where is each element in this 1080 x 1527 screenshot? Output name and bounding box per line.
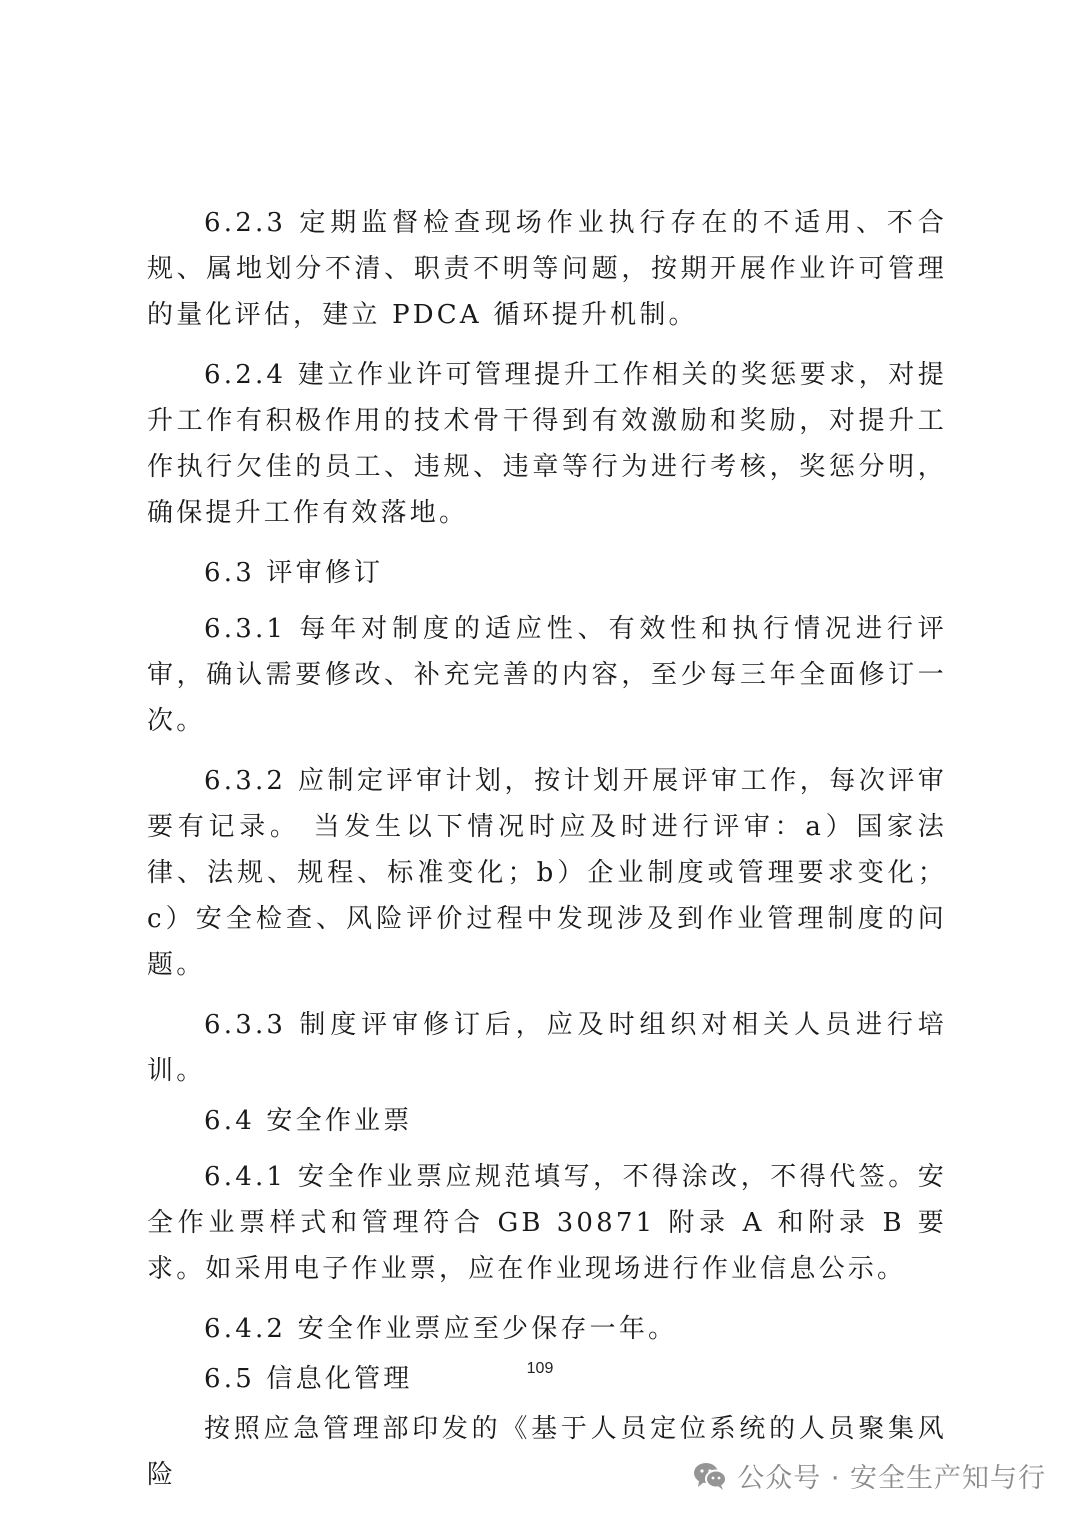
section-heading-6-5: 6.5 信息化管理 [204,1364,413,1394]
page-number: 109 [526,1360,554,1377]
paragraph-6-4-2: 6.4.2 安全作业票应至少保存一年。 [204,1314,678,1344]
wechat-icon [693,1461,727,1491]
section-heading-6-4: 6.4 安全作业票 [204,1106,413,1136]
paragraph-6-3-1: 6.3.1 每年对制度的适应性、有效性和执行情况进行评审，确认需要修改、补充完善的内容，至少每三年全面修订一次。 [147,614,947,736]
paragraph-6-2-4: 6.2.4 建立作业许可管理提升工作相关的奖惩要求，对提升工作有积极作用的技术骨干得到有效激励和奖励，对提升工作执行欠佳的员工、违规、违章等行为进行考核，奖惩分明，确保提升工作有效落地。 [147,360,947,528]
paragraph-6-3-3: 6.3.3 制度评审修订后，应及时组织对相关人员进行培训。 [147,1010,947,1086]
section-heading-6-3: 6.3 评审修订 [204,558,384,588]
paragraph-6-3-2: 6.3.2 应制定评审计划，按计划开展评审工作，每次评审要有记录。 当发生以下情况时应及时进行评审：a）国家法律、法规、规程、标准变化；b）企业制度或管理要求变化；c）安全检查、风险评价过程中发现涉及到作业管理制度的问题。 [147,766,947,980]
document-body [147,200,947,1512]
paragraph-6-5-intro: 按照应急管理部印发的《基于人员定位系统的人员聚集风险 [147,1414,947,1490]
watermark-text: 公众号 · 安全生产知与行 [737,1463,1046,1494]
watermark [693,1456,1046,1495]
paragraph-6-2-3: 6.2.3 定期监督检查现场作业执行存在的不适用、不合规、属地划分不清、职责不明等问题，按期开展作业许可管理的量化评估，建立 PDCA 循环提升机制。 [147,208,947,330]
paragraph-6-4-1: 6.4.1 安全作业票应规范填写，不得涂改，不得代签。安全作业票样式和管理符合 GB 30871 附录 A 和附录 B 要求。如采用电子作业票，应在作业现场进行作业信息公示。 [147,1162,947,1284]
